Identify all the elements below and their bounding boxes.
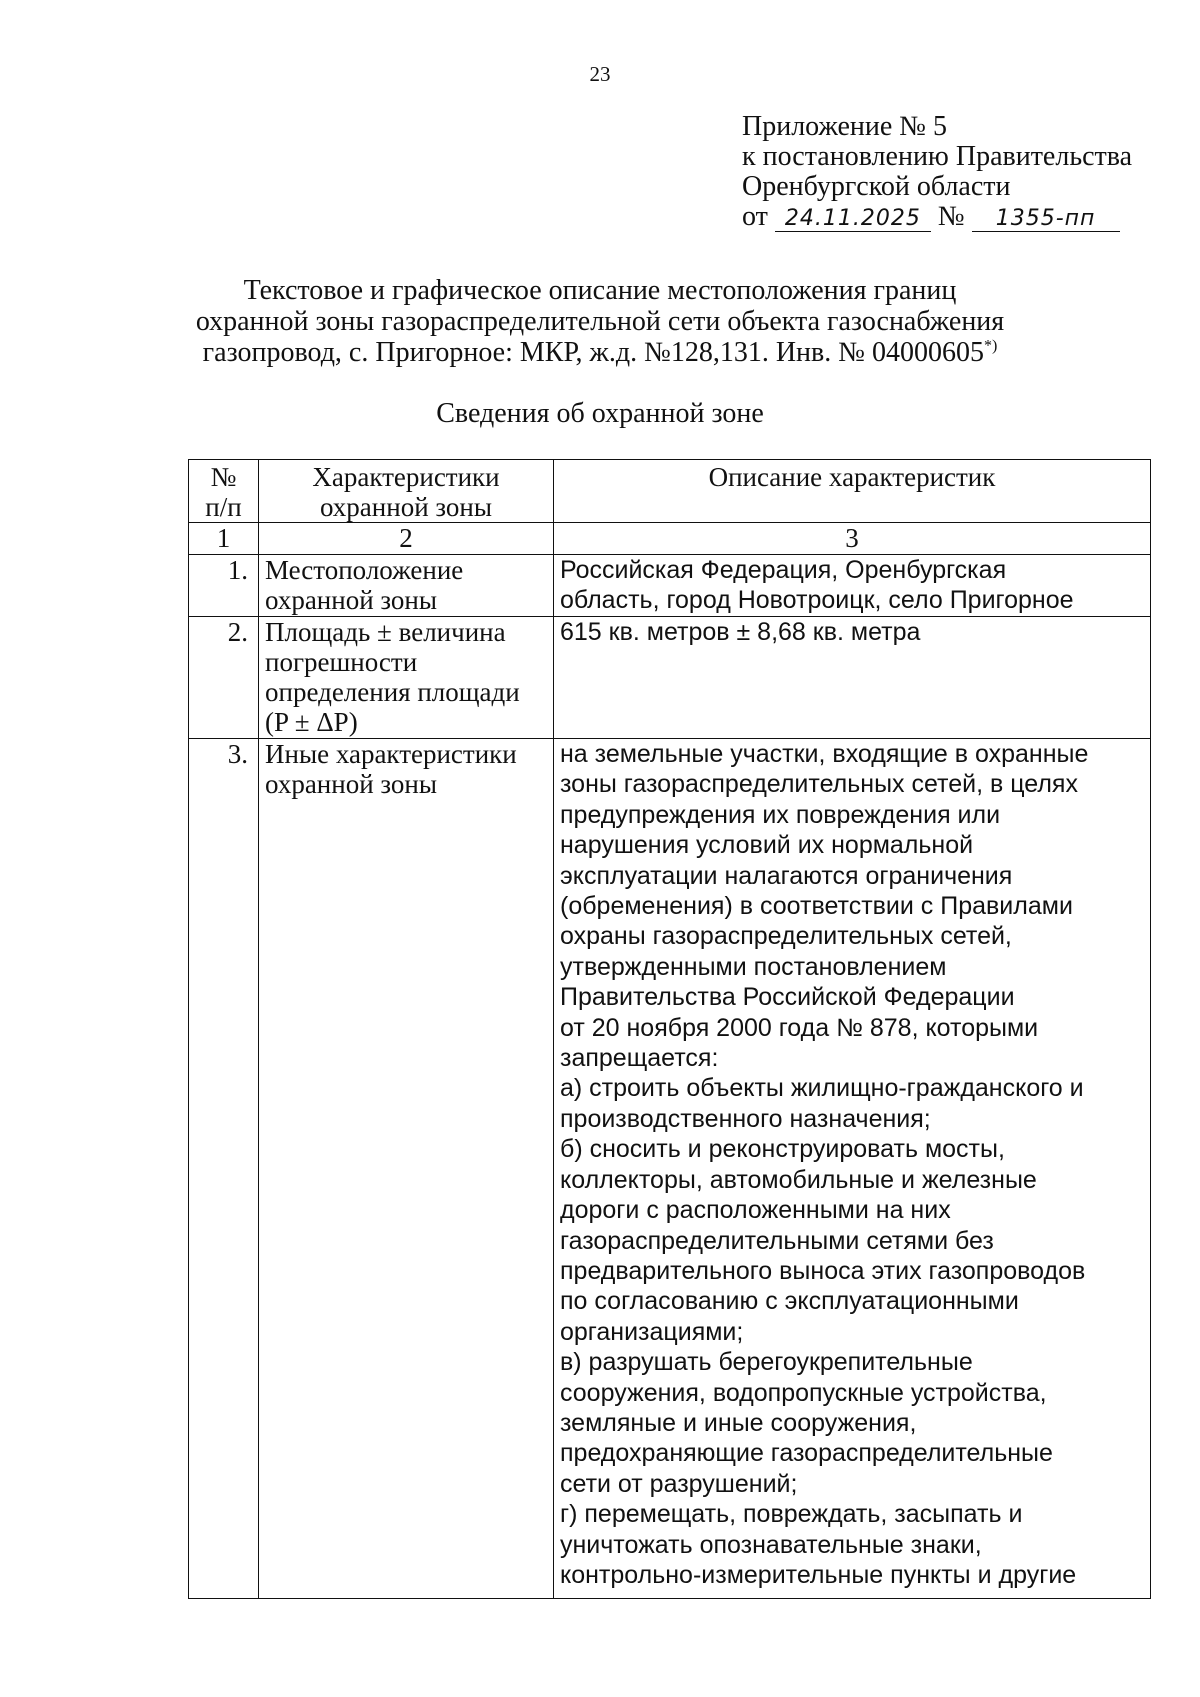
appendix-block [742,112,1132,232]
description-line: газораспределительными сетями без [560,1226,994,1255]
row-number: 2. [189,617,259,739]
appendix-line-1: Приложение № 5 [742,111,947,142]
description-line: сети от разрушений; [560,1469,798,1498]
description-line: коллекторы, автомобильные и железные [560,1165,1037,1194]
characteristic-line: Иные характеристики [265,739,517,769]
table-row [189,617,1151,739]
table-header-row [189,460,1151,523]
characteristic-line: охранной зоны [265,585,438,615]
description-line: г) перемещать, повреждать, засыпать и [560,1500,1023,1529]
description-line: (обременения) в соответствии с Правилами [560,892,1073,921]
description-line: предохраняющие газораспределительные [560,1439,1053,1468]
description-line: дороги с расположенными на них [560,1196,951,1225]
description-line: предупреждения их повреждения или [560,800,1001,829]
header-characteristics [259,460,554,523]
description-line: уничтожать опознавательные знаки, [560,1530,982,1559]
description-line: утвержденными постановлением [560,952,947,981]
description-line: земляные и иные сооружения, [560,1408,917,1437]
table-index-row [189,523,1151,555]
handwritten-number: 1355-пп [972,207,1120,232]
header-description: Описание характеристик [554,460,1151,523]
header-number-line-1: № [210,462,237,492]
row-characteristic [259,739,554,1599]
title-line-1: Текстовое и графическое описание местоположения границ [243,275,957,306]
description-line: Российская Федерация, Оренбургская [560,556,1007,584]
header-number-line-2: п/п [205,492,242,522]
header-characteristics-line-1: Характеристики [312,462,500,492]
description-line: б) сносить и реконструировать мосты, [560,1135,1005,1164]
characteristic-line: Местоположение [265,555,464,585]
description-line: 615 кв. метров ± 8,68 кв. метра [560,618,921,646]
index-cell-3: 3 [554,523,1151,555]
description-line: на земельные участки, входящие в охранные [560,740,1089,768]
appendix-from-label: от [742,201,768,232]
description-line: а) строить объекты жилищно-гражданского и [560,1074,1084,1103]
header-characteristics-line-2: охранной зоны [319,492,492,522]
row-number: 3. [189,739,259,1599]
document-title [0,275,1200,368]
description-line: область, город Новотроицк, село Пригорное [560,586,1074,615]
appendix-date-number-line [742,202,1132,232]
description-line: нарушения условий их нормальной [560,831,974,860]
title-line-3 [0,337,1200,368]
characteristic-line: охранной зоны [265,769,438,799]
description-line: в) разрушать берегоукрепительные [560,1348,973,1377]
title-line-3-text: газопровод, с. Пригорное: МКР, ж.д. №128,131. Инв. № 04000605 [202,337,984,368]
index-cell-1: 1 [189,523,259,555]
section-title: Сведения об охранной зоне [436,398,764,429]
handwritten-date: 24.11.2025 [775,207,931,232]
description-line: зоны газораспределительных сетей, в целях [560,770,1078,799]
appendix-line-2: к постановлению Правительства [742,141,1133,172]
description-line: запрещается: [560,1044,719,1073]
row-description [554,555,1151,617]
row-characteristic [259,617,554,739]
header-number [189,460,259,523]
characteristic-line: определения площади [265,677,520,707]
row-characteristic [259,555,554,617]
description-line: организациями; [560,1317,744,1346]
characteristic-line: (P ± ΔP) [265,707,358,737]
appendix-line-3: Оренбургской области [742,171,1011,202]
appendix-number-label: № [937,201,965,232]
description-line: эксплуатации налагаются ограничения [560,861,1013,890]
description-line: Правительства Российской Федерации [560,983,1015,1012]
protection-zone-table [188,459,1151,1599]
row-description [554,739,1151,1599]
description-line: предварительного выноса этих газопроводов [560,1256,1086,1285]
description-line: по согласованию с эксплуатационными [560,1287,1019,1316]
description-line: охраны газораспределительных сетей, [560,922,1012,951]
description-line: производственного назначения; [560,1104,931,1133]
footnote-mark: *) [983,337,998,355]
characteristic-line: Площадь ± величина [265,617,506,647]
characteristic-line: погрешности [265,647,418,677]
page-number: 23 [589,62,611,86]
table-row [189,555,1151,617]
index-cell-2: 2 [259,523,554,555]
description-line: сооружения, водопропускные устройства, [560,1378,1047,1407]
description-line: контрольно-измерительные пункты и другие [560,1560,1077,1589]
description-line: от 20 ноября 2000 года № 878, которыми [560,1013,1039,1042]
title-line-2: охранной зоны газораспределительной сети объекта газоснабжения [195,306,1005,337]
row-description [554,617,1151,739]
row-number: 1. [189,555,259,617]
table-row [189,739,1151,1599]
